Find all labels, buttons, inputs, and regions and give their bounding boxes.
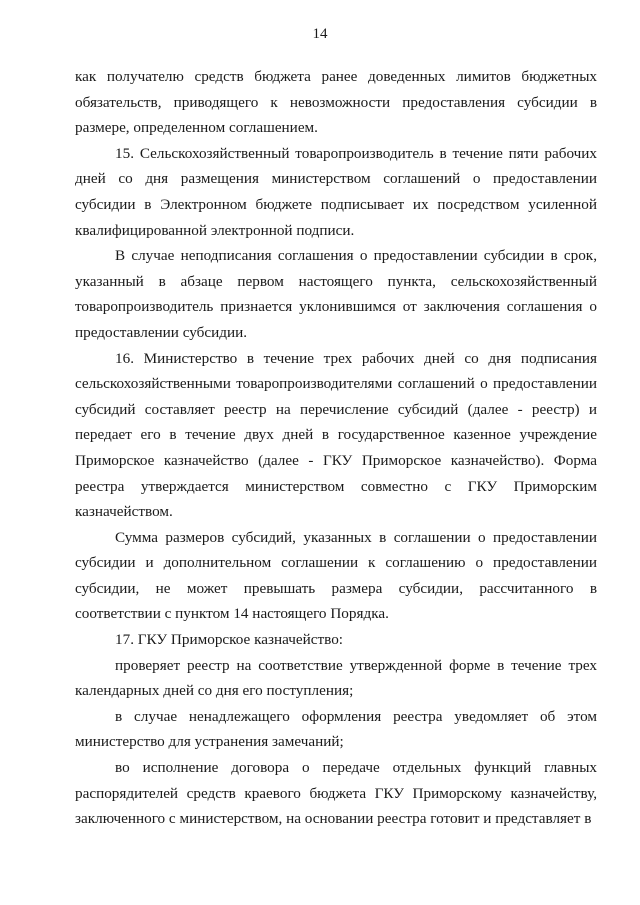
- page-number: 14: [312, 26, 328, 42]
- paragraph-item-15: 15. Сельскохозяйственный товаропроизводитель в течение пяти рабочих дней со дня размещения министерством соглашений о предоставлении субсидии в Электронном бюджете подписывает их посредством усиленной квалифицированной электронной подписи.: [75, 144, 597, 239]
- paragraph-item-17: 17. ГКУ Приморское казначейство:: [115, 631, 344, 649]
- document-body: [75, 64, 597, 832]
- paragraph-unsigned-agreement: В случае неподписания соглашения о предоставлении субсидии в срок, указанный в абзаце первом настоящего пункта, сельскохозяйственный товаропроизводитель признается уклонившимся от заключения соглашения о предоставлении субсидии.: [75, 247, 597, 341]
- paragraph-continuation: как получателю средств бюджета ранее доведенных лимитов бюджетных обязательств, приводящего к невозможности предоставления субсидии в размере, определенном соглашением.: [75, 68, 597, 137]
- paragraph-contract-execution: во исполнение договора о передаче отдельных функций главных распорядителей средств краевого бюджета ГКУ Приморскому казначейству, заключенного с министерством, на основании реестра готовит и представляет в: [75, 759, 597, 828]
- paragraph-subsidy-sum: Сумма размеров субсидий, указанных в соглашении о предоставлении субсидии и дополнительном соглашении к соглашению о предоставлении субсидии, не может превышать размера субсидии, рассчитанного в соответствии с пунктом 14 настоящего Порядка.: [75, 528, 597, 623]
- paragraph-improper-registry: в случае ненадлежащего оформления реестра уведомляет об этом министерство для устранения замечаний;: [75, 707, 597, 751]
- paragraph-item-16: 16. Министерство в течение трех рабочих дней со дня подписания сельскохозяйственными товаропроизводителями соглашений о предоставлении субсидий составляет реестр на перечисление субсидий (далее - реестр) и передает его в течение двух дней в государственное казенное учреждение Приморское казначейство (далее - ГКУ Приморское казначейство). Форма реестра утверждается министерством совместно с ГКУ Приморским казначейством.: [75, 349, 597, 521]
- paragraph-check-registry: проверяет реестр на соответствие утвержденной форме в течение трех календарных дней со дня его поступления;: [75, 656, 597, 700]
